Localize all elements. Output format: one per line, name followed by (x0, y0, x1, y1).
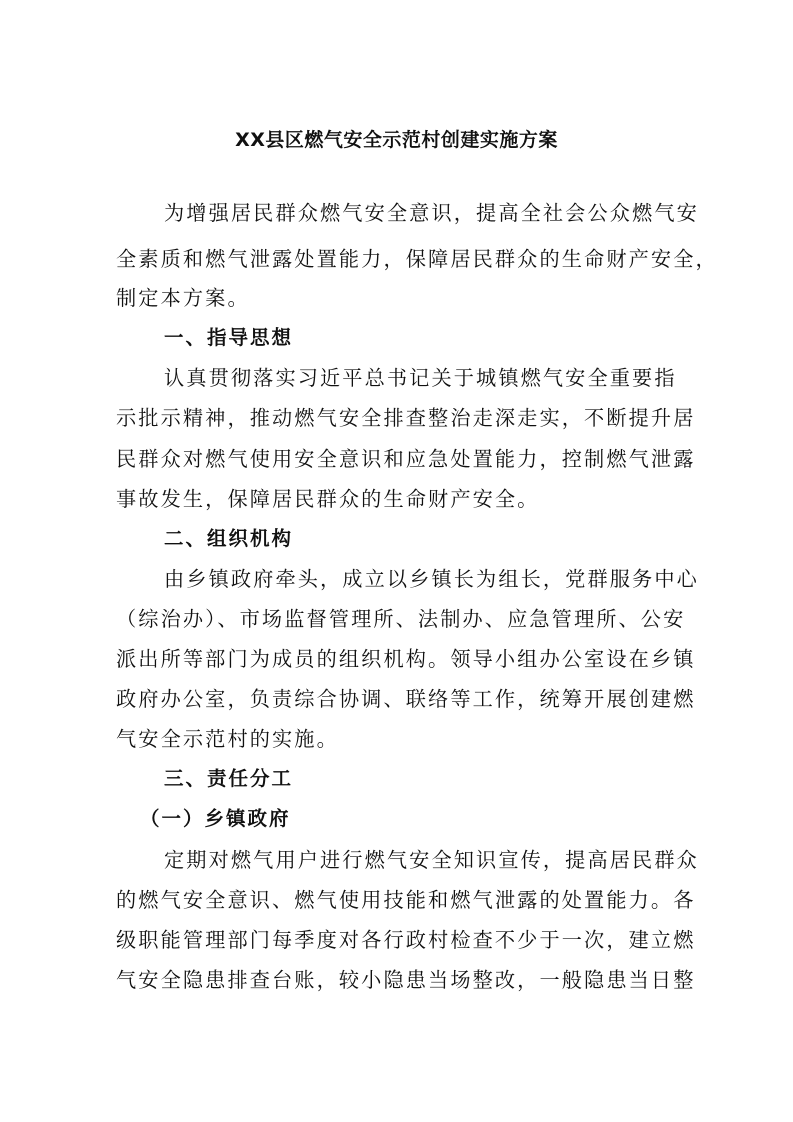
body-line: 认真贯彻落实习近平总书记关于城镇燃气安全重要指 (164, 366, 677, 390)
section-heading: 一、指导思想 (164, 326, 294, 349)
body-line: 派出所等部门为成员的组织机构。领导小组办公室设在乡镇 (116, 647, 696, 671)
subsection-heading: （一）乡镇政府 (140, 807, 291, 830)
body-line: 气安全隐患排查台账，较小隐患当场整改，一般隐患当日整 (116, 968, 696, 992)
body-line: 气安全示范村的实施。 (116, 727, 339, 751)
body-line: 示批示精神，推动燃气安全排查整治走深走实，不断提升居 (116, 406, 696, 430)
document-title: XX县区燃气安全示范村创建实施方案 (235, 129, 558, 151)
body-line: 民群众对燃气使用安全意识和应急处置能力，控制燃气泄露 (116, 447, 696, 471)
body-line: 定期对燃气用户进行燃气安全知识宣传，提高居民群众 (164, 848, 699, 872)
body-line: （综治办）、市场监督管理所、法制办、应急管理所、公安 (116, 607, 686, 631)
body-line: 事故发生，保障居民群众的生命财产安全。 (116, 487, 540, 511)
body-line: 级职能管理部门每季度对各行政村检查不少于一次，建立燃 (116, 928, 696, 952)
body-line: 由乡镇政府牵头，成立以乡镇长为组长，党群服务中心 (164, 567, 699, 591)
section-heading: 二、组织机构 (164, 527, 294, 550)
body-line: 全素质和燃气泄露处置能力，保障居民群众的生命财产安全， (116, 247, 718, 271)
body-line: 为增强居民群众燃气安全意识，提高全社会公众燃气安 (164, 201, 699, 225)
body-line: 的燃气安全意识、燃气使用技能和燃气泄露的处置能力。各 (116, 888, 696, 912)
body-line: 政府办公室，负责综合协调、联络等工作，统筹开展创建燃 (116, 687, 696, 711)
section-heading: 三、责任分工 (164, 767, 294, 790)
body-line: 制定本方案。 (116, 286, 250, 310)
